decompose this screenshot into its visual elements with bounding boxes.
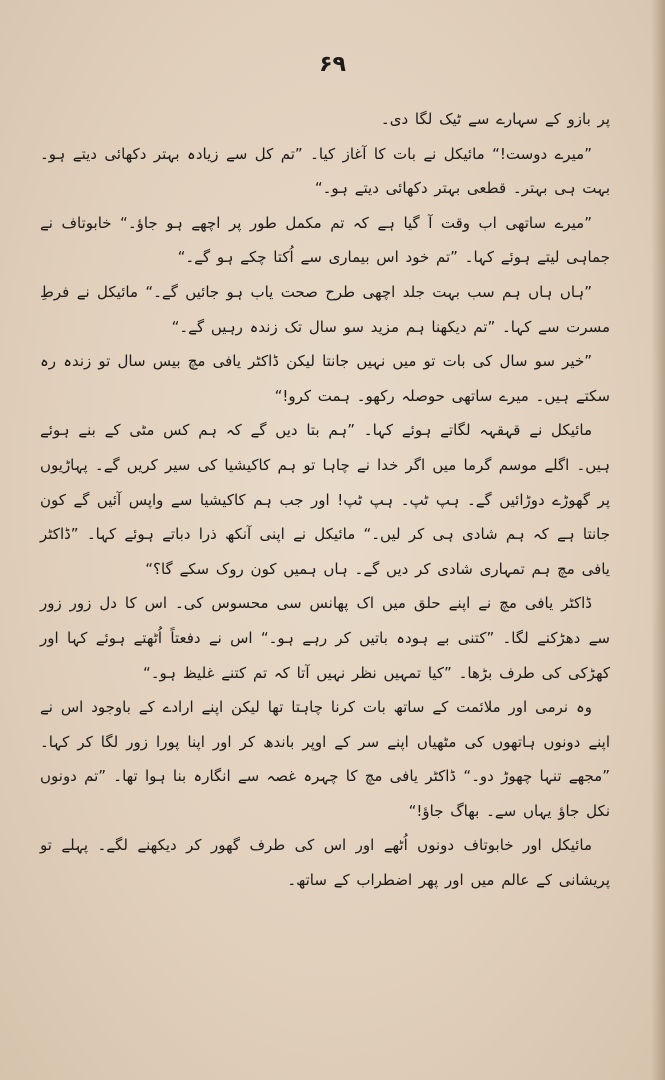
- paragraph: وہ نرمی اور ملائمت کے ساتھ بات کرنا چاہتا تھا لیکن اپنے ارادے کے باوجود اس نے اپنے دونوں ہاتھوں کی مٹھیاں اپنے سر کے اوپر باندھ کر اور اپنا پورا زور لگا کر کہا۔ ”مجھے تنہا چھوڑ دو۔“ ڈاکٹر یافی مچ کا چہرہ غصہ سے انگارہ بنا ہوا تھا۔ ”تم دونوں نکل جاؤ یہاں سے۔ بھاگ جاؤ!“: [40, 698, 610, 820]
- page-number: ۶۹: [319, 52, 346, 77]
- paragraph: ”میرے دوست!“ مائیکل نے بات کا آغاز کیا۔ ”تم کل سے زیادہ بہتر دکھائی دیتے ہو۔ بہت ہی بہتر۔ قطعی بہتر دکھائی دیتے ہو۔“: [40, 144, 610, 198]
- paragraph: ڈاکٹر یافی مچ نے اپنے حلق میں اک پھانس سی محسوس کی۔ اس کا دل زور زور سے دھڑکنے لگا۔ ”کتنی بے ہودہ باتیں کر رہے ہو۔“ اس نے دفعتاً اُٹھتے ہوئے کہا اور کھڑکی کی طرف بڑھا۔ ”کیا تمہیں نظر نہیں آتا کہ تم کتنے غلیظ ہو۔“: [40, 594, 610, 682]
- page-edge-shadow: [651, 0, 665, 1080]
- paragraph: مائیکل اور خابوتاف دونوں اُٹھے اور اس کی طرف گھور کر دیکھنے لگے۔ پہلے تو پریشانی کے عالم میں اور پھر اضطراب کے ساتھ۔: [40, 836, 610, 890]
- paragraph: ”خیر سو سال کی بات تو میں نہیں جانتا لیکن ڈاکٹر یافی مچ بیس سال تو زندہ رہ سکتے ہیں۔ میرے ساتھی حوصلہ رکھو۔ ہمت کرو!“: [40, 352, 610, 405]
- paragraph: ”ہاں ہاں ہم سب بہت جلد اچھی طرح صحت یاب ہو جائیں گے۔“ مائیکل نے فرطِ مسرت سے کہا۔ ”تم دیکھنا ہم مزید سو سال تک زندہ رہیں گے۔“: [40, 282, 610, 336]
- paragraph: ”میرے ساتھی اب وقت آ گیا ہے کہ تم مکمل طور پر اچھے ہو جاؤ۔“ خابوتاف نے جماہی لیتے ہوئے کہا۔ ”تم خود اس بیماری سے اُکتا چکے ہو گے۔“: [40, 213, 610, 267]
- paragraph: پر بازو کے سہارے سے ٹیک لگا دی۔: [380, 110, 610, 128]
- page-text: [40, 102, 610, 898]
- paragraph: مائیکل نے قہقہہ لگاتے ہوئے کہا۔ ”ہم بتا دیں گے کہ ہم کس مٹی کے بنے ہوئے ہیں۔ اگلے موسم گرما میں اگر خدا نے چاہا تو ہم کاکیشیا کی سیر کریں گے۔ پہاڑیوں پر گھوڑے دوڑائیں گے۔ ہپ ٹپ۔ ہپ ٹپ! اور جب ہم کاکیشیا سے واپس آئیں گے کون جانتا ہے کہ ہم شادی ہی کر لیں۔“ مائیکل نے اپنی آنکھ ذرا دباتے ہوئے کہا۔ ”ڈاکٹر یافی مچ ہم تمہاری شادی کر دیں گے۔ ہاں ہمیں کون روک سکے گا؟“: [40, 421, 610, 578]
